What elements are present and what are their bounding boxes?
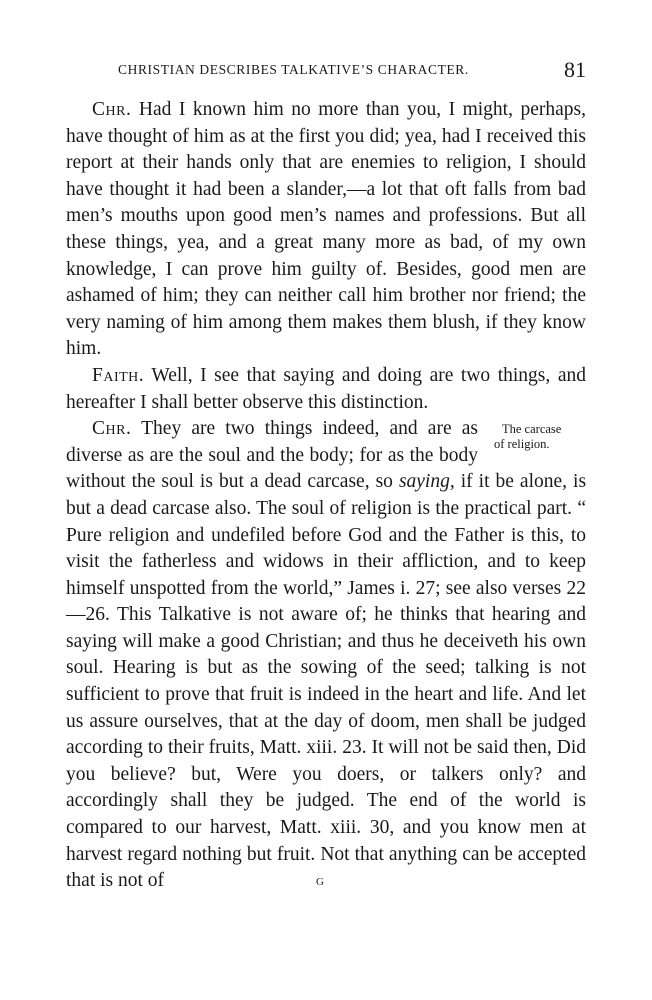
italic-word: saying, — [398, 471, 455, 493]
speaker-label: Faith. — [92, 364, 145, 386]
paragraph — [66, 363, 586, 416]
margin-note-line: of religion. — [494, 437, 550, 452]
paragraph-text: Had I known him no more than you, I might, perhaps, have thought of him as at the first you did; yea, had I received this report at their hands only that are enemies to religion, I should have thought it had been a slander,—a lot that oft falls from bad men’s mouths upon good men’s names and professions. But all these things, yea, and a great many more as bad, of my own knowledge, I can prove him guilty of. Besides, good men are ashamed of him; they can neither call him brother nor friend; the very naming of him among them makes them blush, if they know him. — [66, 99, 586, 360]
paragraph — [66, 416, 586, 895]
margin-note — [486, 422, 586, 452]
page-number: 81 — [564, 57, 586, 82]
paragraph-text: Well, I see that saying and doing are two things, and hereafter I shall better observe this distinction. — [66, 364, 586, 413]
body-text — [66, 97, 586, 895]
paragraph-text: They are two things indeed, and are as diverse as are the soul and the body; for as the body without the soul is but a dead carcase, so — [66, 418, 478, 493]
paragraph-text: if it be alone, is but a dead carcase also. The soul of religion is the practical part. “ Pure religion and undefiled before God and the Father is this, to visit the fatherless and widows in their affliction, and to keep himself unspotted from the world,” James i. 27; see also verses 22—26. This Talkative is not aware of; he thinks that hearing and saying will make a good Christian; and thus he deceiveth his own soul. Hearing is but as the sowing of the seed; talking is not sufficient to prove that fruit is indeed in the heart and life. And let us assure ourselves, that at the day of doom, men shall be judged according to their fruits, Matt. xiii. 23. It will not be said then, Did you believe? but, Were you doers, or talkers only? and accordingly shall they be judged. The end of the world is compared to our harvest, Matt. xiii. 30, and you know men at harvest regard nothing but fruit. Not that anything can be accepted that is not of — [66, 471, 587, 892]
running-title: CHRISTIAN DESCRIBES TALKATIVE’S CHARACTER. — [118, 62, 469, 77]
margin-note-line: The carcase — [502, 422, 562, 437]
speaker-label: Chr. — [92, 99, 132, 120]
speaker-label: Chr. — [92, 418, 132, 440]
running-head — [66, 57, 586, 83]
signature-mark: G — [316, 876, 324, 888]
paragraph — [66, 97, 586, 363]
